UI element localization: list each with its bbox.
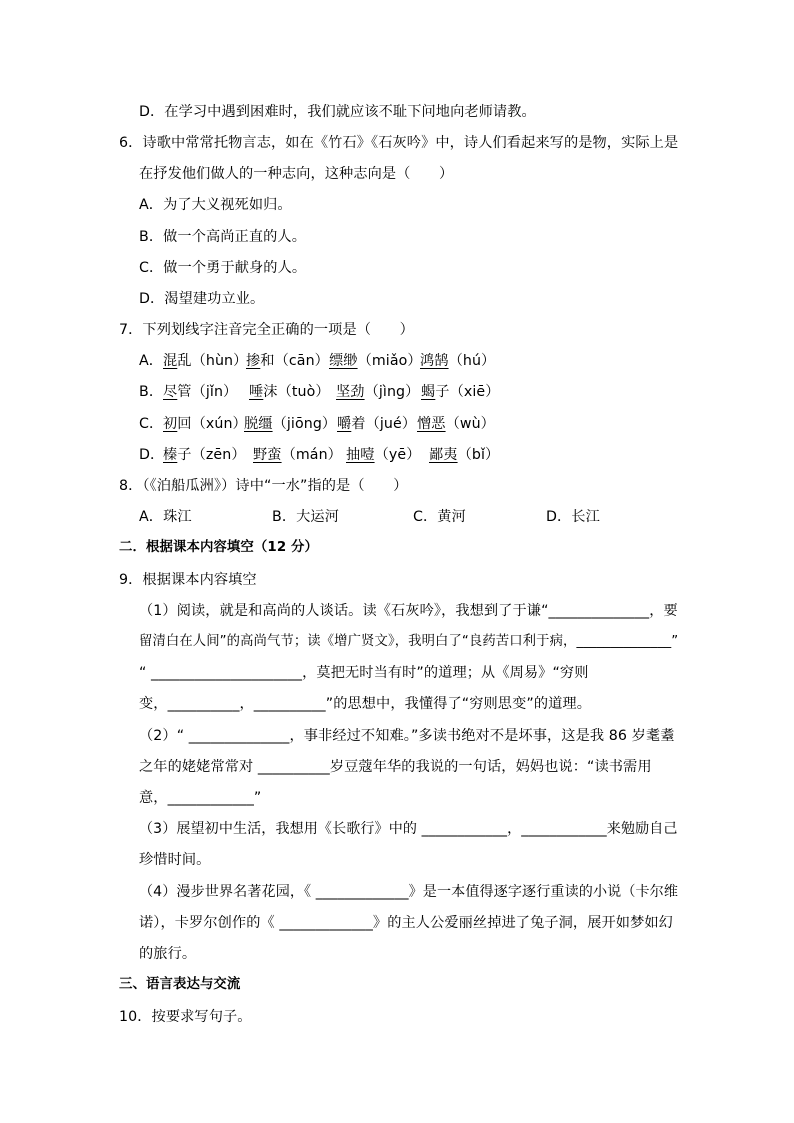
underlined-char: 掺 (246, 353, 261, 369)
pinyin: 着（jué） (351, 416, 417, 432)
q8-stem: 8．（《泊船瓜洲》）诗中“一水”指的是（ ） (119, 478, 408, 494)
underlined-char: 尽 (163, 384, 178, 400)
q7-option-d-item-3 (346, 445, 420, 465)
underlined-char: 唾 (249, 384, 264, 400)
q7-option-b-item-4 (421, 382, 500, 402)
q9-line-4: 变，__________，__________”的思想中，我懂得了“穷则思变”的道理。 (139, 696, 591, 712)
q9-line-2: 留清白在人间”的高尚气节；读《增广贤文》，我明白了“良药苦口利于病，______________” (139, 634, 679, 649)
pinyin: 回（xún） (177, 416, 247, 432)
q7-option-c-item-1 (163, 414, 247, 434)
q7-option-b-item-3 (336, 382, 419, 402)
q6-option-b: B．做一个高尚正直的人。 (139, 229, 306, 245)
underlined-char: 脱缰 (244, 416, 273, 432)
q8-option-b: B．大运河 (272, 509, 339, 525)
q9-line-1: （1）阅读，就是和高尚的人谈话。读《石灰吟》，我想到了于谦“______________，要 (139, 603, 678, 619)
q9-stem: 9．根据课本内容填空 (119, 572, 257, 588)
pinyin: （jiōng） (272, 416, 337, 432)
underlined-char: 抽噎 (346, 447, 375, 463)
q7-option-a-item-4 (420, 351, 495, 371)
q8-option-c: C．黄河 (413, 509, 466, 525)
pinyin: 子（zēn） (177, 447, 246, 463)
pinyin: （bǐ） (457, 447, 500, 463)
q9-line-12: 的旅行。 (139, 946, 197, 962)
q7-option-a-item-2 (246, 351, 329, 371)
q9-line-10: （4）漫步世界名著花园，《 _____________》是一本值得逐字逐行重读的小说（卡尔维 (139, 884, 679, 900)
section-3-title: 三、语言表达与交流 (119, 977, 241, 992)
q9-line-6: 之年的姥姥常常对 __________岁豆蔻年华的我说的一句话，妈妈也说：“读书需用 (139, 759, 652, 775)
pinyin: 和（cān） (260, 353, 329, 369)
underlined-char: 鄙夷 (429, 447, 458, 463)
pinyin: 沫（tuò） (263, 384, 330, 400)
underlined-char: 初 (163, 416, 178, 432)
q7-option-a-item-3 (329, 351, 422, 371)
q9-line-9: 珍惜时间。 (139, 852, 211, 868)
q7-option-a-label: A． (139, 353, 164, 369)
q7-option-d-item-1 (163, 445, 246, 465)
q9-line-5: （2）“ ______________，事非经过不知难。”多读书绝对不是坏事，这是我 86 岁耄耋 (139, 728, 675, 744)
pinyin: 乱（hùn） (177, 353, 248, 369)
q7-option-d-label: D． (139, 447, 165, 463)
q6-stem-line-2: 在抒发他们做人的一种志向，这种志向是（ ） (139, 166, 454, 182)
pinyin: （hú） (448, 353, 496, 369)
q7-option-b-item-1 (163, 382, 237, 402)
pinyin: 子（xiē） (435, 384, 500, 400)
pinyin: 管（jǐn） (177, 384, 238, 400)
q7-option-a-item-1 (163, 351, 247, 371)
q9-line-8: （3）展望初中生活，我想用《长歌行》中的 ____________，____________来勉励自己 (139, 821, 678, 837)
q9-line-7: 意，____________” (139, 790, 262, 806)
q6-stem-line-1: 6．诗歌中常常托物言志，如在《竹石》《石灰吟》中，诗人们看起来写的是物，实际上是 (119, 135, 679, 151)
q7-option-c-item-4 (417, 414, 495, 434)
q6-option-a: A．为了大义视死如归。 (139, 197, 292, 213)
underlined-char: 鸿鹄 (420, 353, 449, 369)
q5-option-d: D．在学习中遇到困难时，我们就应该不耻下问地向老师请教。 (139, 104, 536, 120)
pinyin: （yē） (374, 447, 421, 463)
q7-option-d-item-4 (429, 445, 499, 465)
underlined-char: 榛 (163, 447, 178, 463)
q7-option-c-item-2 (244, 414, 336, 434)
q7-option-c-label: C． (139, 416, 164, 432)
q8-option-d: D．长江 (546, 509, 600, 525)
underlined-char: 缥缈 (329, 353, 358, 369)
q9-line-11: 诺），卡罗尔创作的《 _____________》的主人公爱丽丝掉进了兔子洞，展开如梦如幻 (139, 915, 673, 931)
q7-option-c-item-3 (337, 414, 416, 434)
underlined-char: 嚼 (337, 416, 352, 432)
q8-option-a: A．珠江 (139, 509, 192, 525)
underlined-char: 坚劲 (336, 384, 365, 400)
pinyin: （mán） (281, 447, 342, 463)
pinyin: （jìng） (364, 384, 420, 400)
q7-option-b-item-2 (249, 382, 330, 402)
pinyin: （miǎo） (357, 353, 422, 369)
q10-stem: 10．按要求写句子。 (119, 1009, 252, 1025)
pinyin: （wù） (445, 416, 495, 432)
underlined-char: 野蛮 (253, 447, 282, 463)
q9-line-3: “ _____________________，莫把无时当有时”的道理；从《周易》“穷则 (139, 665, 589, 681)
q7-option-d-item-2 (253, 445, 342, 465)
underlined-char: 混 (163, 353, 178, 369)
q7-stem: 7．下列划线字注音完全正确的一项是（ ） (119, 322, 414, 338)
underlined-char: 憎恶 (417, 416, 446, 432)
q6-option-c: C．做一个勇于献身的人。 (139, 260, 307, 276)
q7-option-b-label: B． (139, 384, 164, 400)
section-2-title: 二．根据课本内容填空（12 分） (119, 540, 318, 555)
underlined-char: 蝎 (421, 384, 436, 400)
q6-option-d: D．渴望建功立业。 (139, 291, 265, 307)
